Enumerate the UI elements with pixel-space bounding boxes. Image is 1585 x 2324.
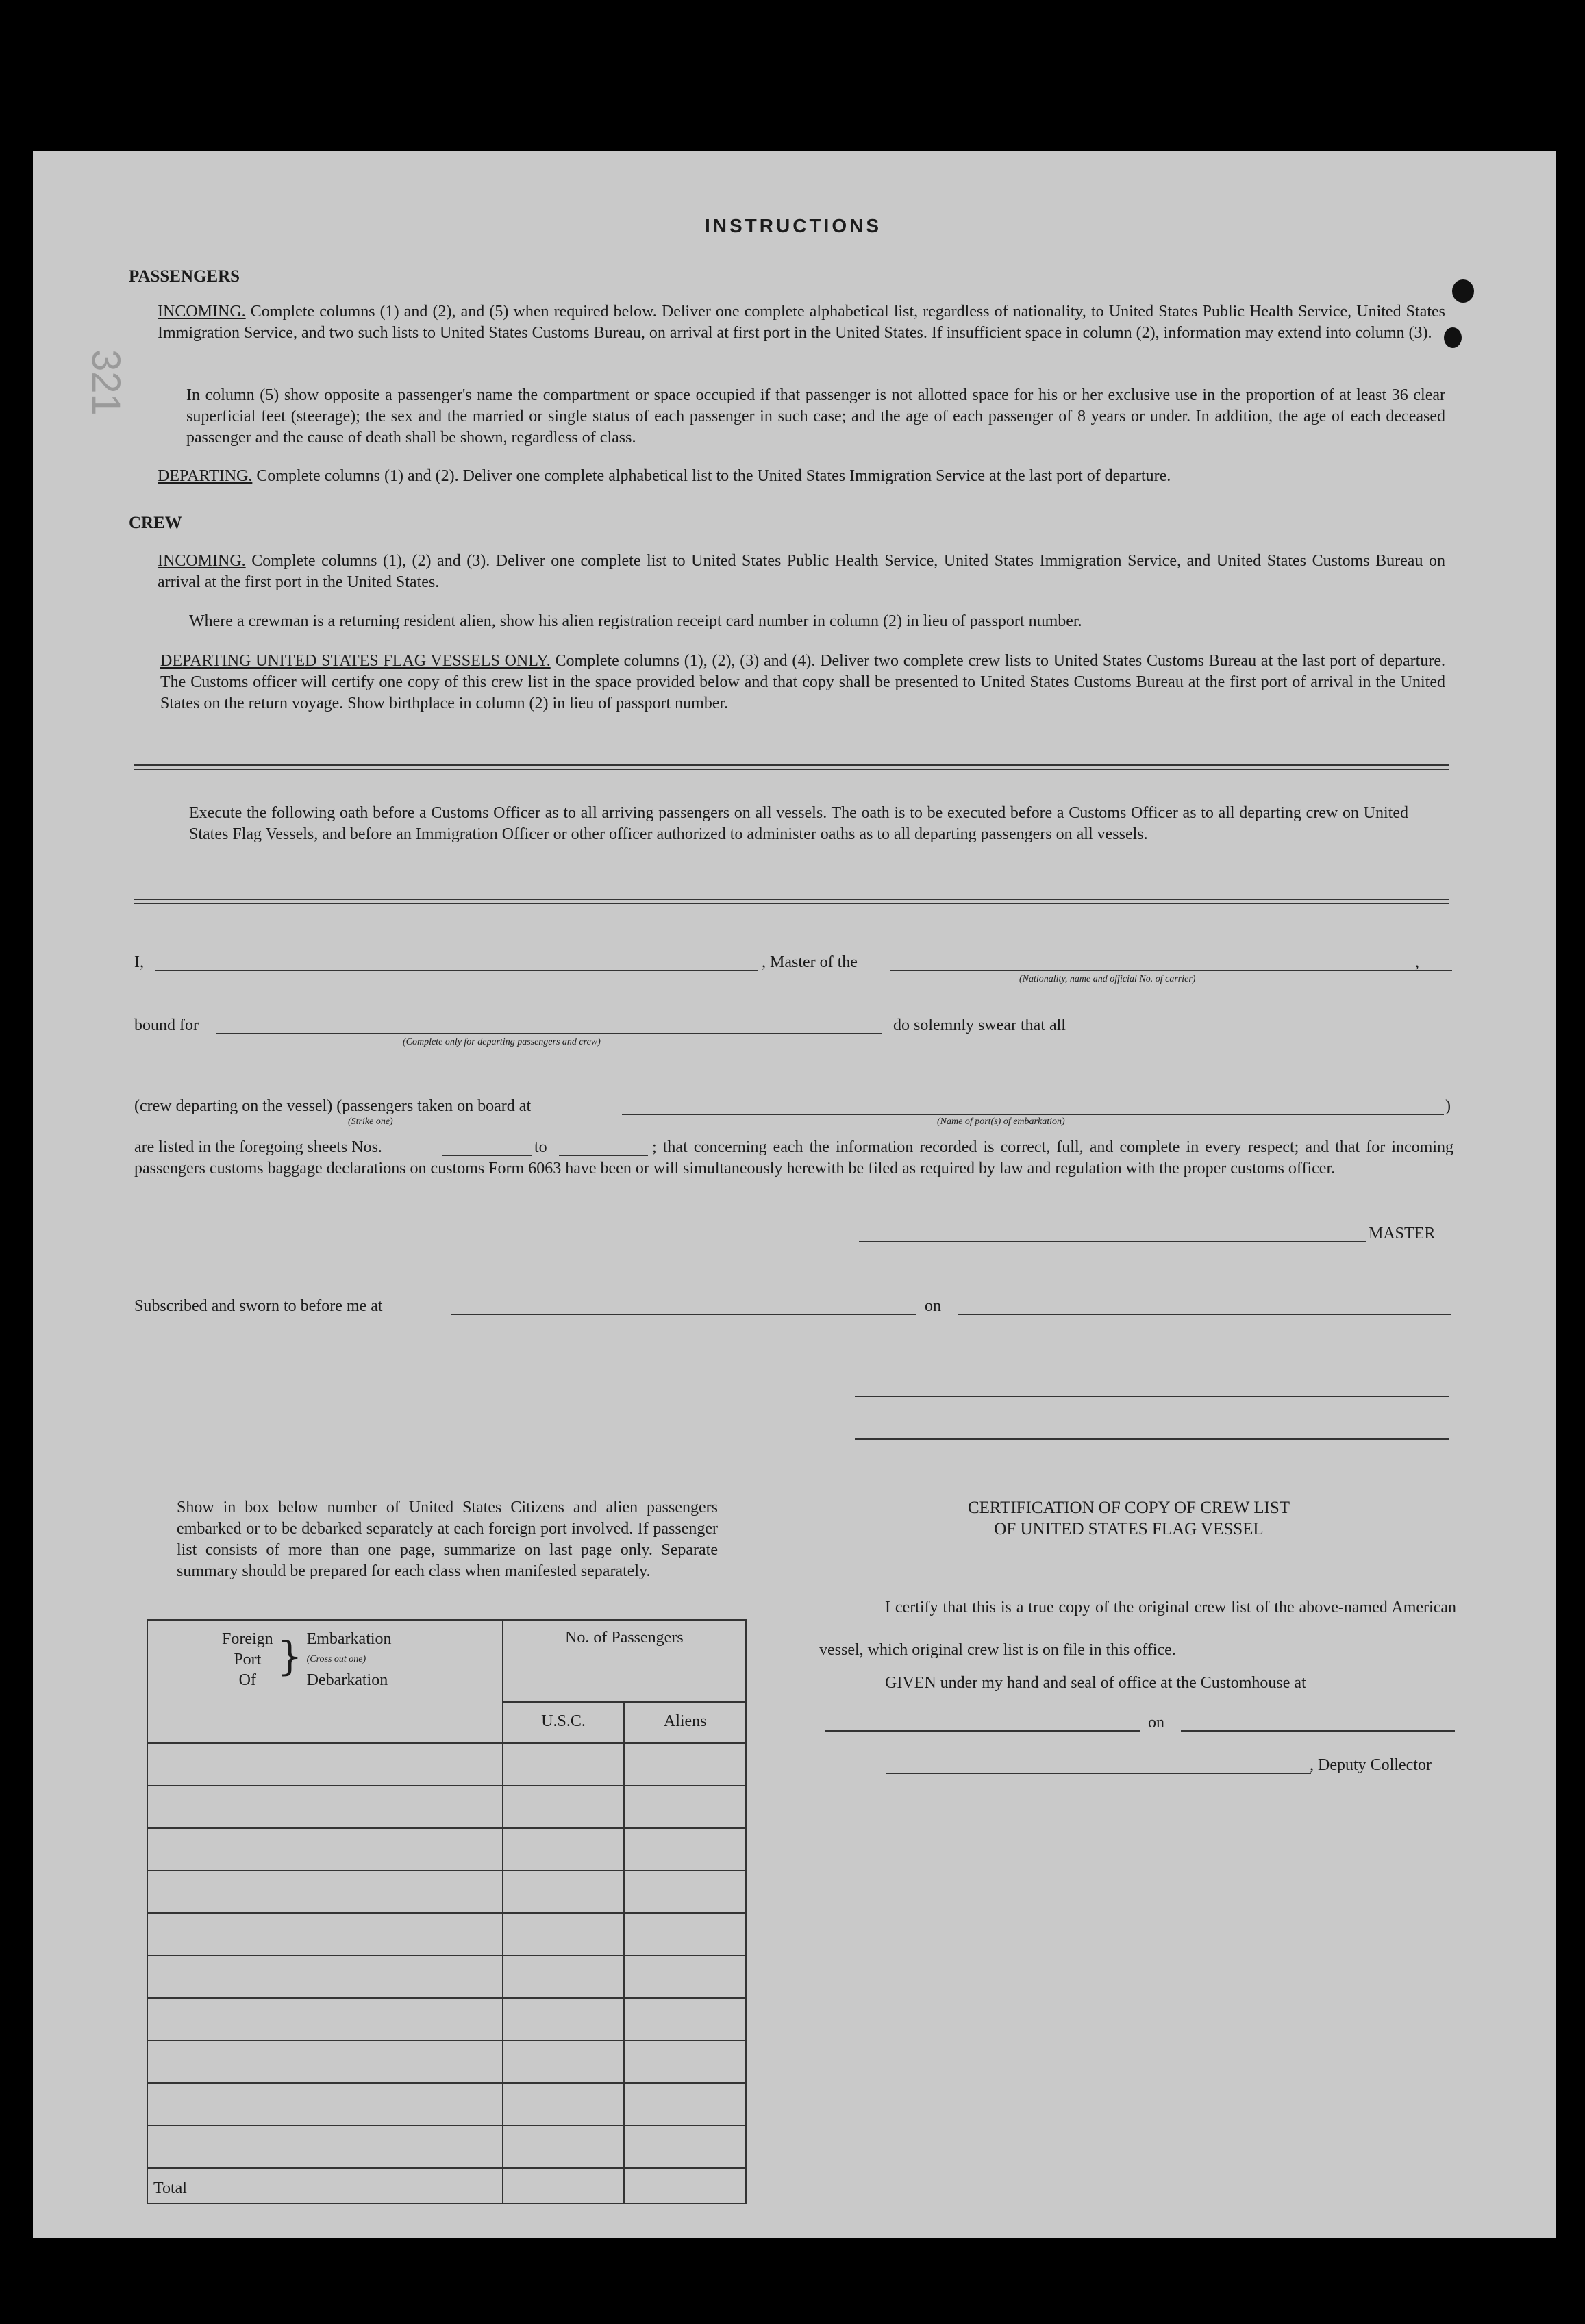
subscribed-label: Subscribed and sworn to before me at [134, 1297, 383, 1315]
port-cell[interactable] [147, 2125, 503, 2168]
usc-cell[interactable] [503, 1998, 625, 2040]
no-of-passengers-header: No. of Passengers [503, 1620, 746, 1702]
usc-cell[interactable] [503, 1871, 625, 1913]
port-cell[interactable] [147, 1998, 503, 2040]
total-row [147, 2168, 746, 2203]
to-label: to [534, 1138, 547, 1156]
aliens-cell[interactable] [624, 1956, 746, 1998]
officer-signature-field-2[interactable] [855, 1438, 1449, 1440]
crew-departing-label: DEPARTING UNITED STATES FLAG VESSELS ONLY. [160, 652, 551, 670]
crew-departing-paragraph [160, 651, 1445, 714]
given-text: GIVEN under my hand and seal of office at the Customhouse at [885, 1674, 1306, 1692]
table-row [147, 2083, 746, 2125]
usc-cell[interactable] [503, 1913, 625, 1956]
port-cell[interactable] [147, 1786, 503, 1828]
port-cell[interactable] [147, 1743, 503, 1786]
deputy-collector-label: , Deputy Collector [1310, 1756, 1432, 1774]
strike-one-caption: (Strike one) [348, 1116, 393, 1127]
certification-on-label: on [1148, 1714, 1164, 1732]
certification-title [855, 1497, 1403, 1540]
crew-heading: CREW [129, 514, 182, 532]
embarkation-label: Embarkation [306, 1630, 392, 1648]
officer-signature-field-1[interactable] [855, 1396, 1449, 1397]
aliens-cell[interactable] [624, 2083, 746, 2125]
certification-text: I certify that this is a true copy of the original crew list of the above-named American vessel, which original crew list is on file in this office. [819, 1599, 1456, 1659]
aliens-cell[interactable] [624, 1786, 746, 1828]
aliens-cell[interactable] [624, 1998, 746, 2040]
bound-for-field[interactable] [216, 1033, 882, 1034]
table-row [147, 1913, 746, 1956]
master-signature-label: MASTER [1369, 1225, 1436, 1242]
port-label: Port [234, 1651, 262, 1669]
certification-title-line1: CERTIFICATION OF COPY OF CREW LIST [967, 1499, 1290, 1517]
deputy-collector-signature-field[interactable] [886, 1773, 1311, 1774]
subscribed-on-label: on [925, 1297, 941, 1315]
usc-cell[interactable] [503, 2125, 625, 2168]
page-title: INSTRUCTIONS [705, 215, 882, 236]
subscribed-date-field[interactable] [958, 1314, 1451, 1315]
table-row [147, 1828, 746, 1871]
total-label: Total [147, 2168, 503, 2203]
embarkation-ports-field[interactable] [622, 1114, 1444, 1115]
bound-for-caption: (Complete only for departing passengers and crew) [403, 1037, 601, 1047]
aliens-cell[interactable] [624, 1913, 746, 1956]
oath-i-label: I, [134, 953, 144, 971]
aliens-cell[interactable] [624, 1871, 746, 1913]
passengers-incoming-label: INCOMING. [158, 303, 246, 321]
cross-out-one-caption: (Cross out one) [306, 1654, 366, 1664]
port-cell[interactable] [147, 2040, 503, 2083]
usc-cell[interactable] [503, 1956, 625, 1998]
certification-date-field[interactable] [1181, 1730, 1455, 1732]
table-row [147, 1743, 746, 1786]
carrier-field[interactable] [890, 970, 1452, 971]
listed-text: ; that concerning each the information recorded is correct, full, and complete in every respect; and that for incoming passengers customs baggage declarations on customs Form 6063 have been or will simultaneously herewith be filed as required by law and regulation with the proper customs officer. [134, 1138, 1453, 1177]
usc-cell[interactable] [503, 2083, 625, 2125]
table-row [147, 1956, 746, 1998]
ink-blot [1452, 279, 1474, 303]
bound-for-label: bound for [134, 1016, 199, 1034]
passengers-heading: PASSENGERS [129, 267, 240, 286]
debarkation-label: Debarkation [306, 1671, 388, 1689]
port-cell[interactable] [147, 1956, 503, 1998]
table-row [147, 1998, 746, 2040]
oath-intro: Execute the following oath before a Customs Officer as to all arriving passengers on all vessels. The oath is to be executed before a Customs Officer as to all departing crew on United States Flag Vessels, and before an Immigration Officer or other officer authorized to administer oaths as to all departing passengers on all vessels. [189, 804, 1408, 843]
document-page [33, 151, 1556, 2238]
port-cell[interactable] [147, 1913, 503, 1956]
carrier-caption: (Nationality, name and official No. of carrier) [1019, 974, 1196, 984]
table-row [147, 2125, 746, 2168]
port-cell[interactable] [147, 1871, 503, 1913]
usc-header: U.S.C. [503, 1702, 625, 1743]
port-header-blank [147, 1702, 503, 1743]
ports-caption: (Name of port(s) of embarkation) [937, 1116, 1065, 1127]
summary-instructions: Show in box below number of United States Citizens and alien passengers embarked or to be debarked separately at each foreign port involved. If passenger list consists of more than one page, summarize on last page only. Separate summary should be prepared for each class when manifested separately. [177, 1499, 718, 1580]
customhouse-location-field[interactable] [825, 1730, 1140, 1732]
crew-departing-text: Complete columns (1), (2), (3) and (4). Deliver two complete crew lists to United States Customs Bureau at the last port of departure. The Customs officer will certify one copy of this crew list in the space provided below and that copy shall be presented to United States Customs Bureau at the first port of arrival in the United States on the return voyage. Show birthplace in column (2) in lieu of passport number. [160, 652, 1445, 712]
usc-cell[interactable] [503, 1786, 625, 1828]
section-divider [134, 764, 1449, 770]
foreign-label: Foreign [222, 1630, 273, 1648]
passengers-departing-paragraph [158, 466, 1445, 487]
aliens-cell[interactable] [624, 2040, 746, 2083]
crew-incoming-label: INCOMING. [158, 552, 246, 570]
comma: , [1415, 953, 1419, 971]
master-of-the-label: , Master of the [762, 953, 858, 971]
ink-blot [1444, 327, 1462, 348]
aliens-cell[interactable] [624, 2125, 746, 2168]
crew-departing-text: (crew departing on the vessel) (passengers taken on board at [134, 1097, 532, 1115]
aliens-header: Aliens [624, 1702, 746, 1743]
passengers-departing-label: DEPARTING. [158, 467, 253, 485]
oath-divider [134, 899, 1449, 904]
usc-cell[interactable] [503, 1743, 625, 1786]
subscribed-place-field[interactable] [451, 1314, 916, 1315]
crew-alien-paragraph: Where a crewman is a returning resident alien, show his alien registration receipt card number in column (2) in lieu of passport number. [189, 612, 1082, 630]
listed-prefix: are listed in the foregoing sheets Nos. [134, 1138, 382, 1156]
port-header-cell: Foreign Port Of } Embarkation (Cross out one) Debarkation [147, 1620, 503, 1702]
crew-incoming-text: Complete columns (1), (2) and (3). Deliver one complete list to United States Public Health Service, United States Immigration Service, and United States Customs Bureau on arrival at the first port in the United States. [158, 552, 1446, 591]
handwritten-page-number: 321 [84, 349, 128, 416]
aliens-cell[interactable] [624, 1828, 746, 1871]
port-cell[interactable] [147, 1828, 503, 1871]
passenger-summary-table [147, 1619, 747, 2204]
passengers-incoming-paragraph [158, 301, 1445, 344]
close-paren: ) [1445, 1097, 1451, 1115]
passengers-departing-text: Complete columns (1) and (2). Deliver one complete alphabetical list to the United States Immigration Service at the last port of departure. [256, 467, 1171, 485]
solemnly-swear-text: do solemnly swear that all [893, 1016, 1066, 1034]
usc-cell[interactable] [503, 2040, 625, 2083]
total-aliens-cell[interactable] [624, 2168, 746, 2203]
master-name-field[interactable] [155, 970, 758, 971]
port-cell[interactable] [147, 2083, 503, 2125]
usc-cell[interactable] [503, 1828, 625, 1871]
passengers-incoming-text: Complete columns (1) and (2), and (5) when required below. Deliver one complete alphabetical list, regardless of nationality, to United States Public Health Service, United States Immigration Service, and two such lists to United States Customs Bureau, on arrival at first port in the United States. If insufficient space in column (2), information may extend into column (3). [158, 303, 1446, 342]
certification-title-line2: OF UNITED STATES FLAG VESSEL [994, 1520, 1264, 1538]
table-row [147, 2040, 746, 2083]
crew-incoming-paragraph [158, 551, 1445, 593]
aliens-cell[interactable] [624, 1743, 746, 1786]
passengers-column5-paragraph: In column (5) show opposite a passenger's name the compartment or space occupied if that passenger is not allotted space for his or her exclusive use in the proportion of at least 36 clear superficial feet (steerage); the sex and the married or single status of each passenger in such case; and the age of each passenger of 8 years or under. In addition, the age of each deceased passenger and the cause of death shall be shown, regardless of class. [186, 386, 1445, 447]
master-signature-field[interactable] [859, 1241, 1366, 1242]
table-row [147, 1786, 746, 1828]
total-usc-cell[interactable] [503, 2168, 625, 2203]
table-row [147, 1871, 746, 1913]
of-label: Of [238, 1671, 256, 1689]
